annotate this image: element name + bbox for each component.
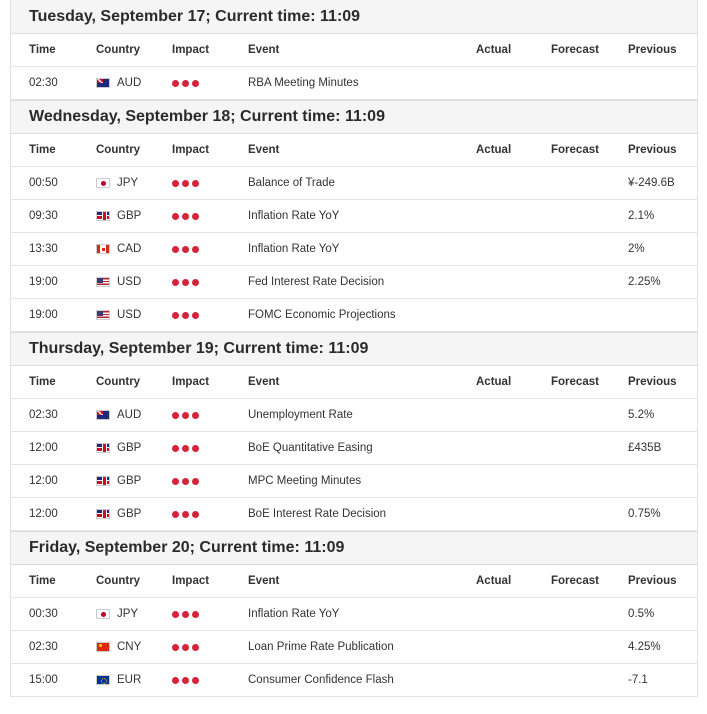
event-previous: ¥-249.6B <box>628 177 675 189</box>
impact-indicator <box>172 478 199 485</box>
column-header-impact: Impact <box>172 44 210 56</box>
column-header-row <box>11 134 697 167</box>
impact-dot-icon <box>172 312 179 319</box>
country-code: JPY <box>117 608 139 620</box>
impact-dot-icon <box>182 80 189 87</box>
impact-dot-icon <box>182 511 189 518</box>
column-header-actual: Actual <box>476 376 512 388</box>
impact-dot-icon <box>192 213 199 220</box>
column-header-country: Country <box>96 575 141 587</box>
day-section <box>11 531 697 697</box>
event-name[interactable]: FOMC Economic Projections <box>248 309 396 321</box>
column-header-forecast: Forecast <box>551 44 599 56</box>
event-country <box>96 475 141 487</box>
impact-dot-icon <box>172 180 179 187</box>
uk-flag-icon <box>96 509 110 519</box>
event-name[interactable]: Inflation Rate YoY <box>248 608 340 620</box>
column-header-event: Event <box>248 575 280 587</box>
impact-indicator <box>172 412 199 419</box>
column-header-previous: Previous <box>628 575 677 587</box>
impact-dot-icon <box>192 611 199 618</box>
impact-dot-icon <box>172 412 179 419</box>
impact-dot-icon <box>192 312 199 319</box>
event-previous: £435B <box>628 442 662 454</box>
impact-dot-icon <box>182 246 189 253</box>
event-time: 19:00 <box>29 309 58 321</box>
impact-indicator <box>172 611 199 618</box>
country-code: AUD <box>117 77 142 89</box>
impact-indicator <box>172 312 199 319</box>
event-name[interactable]: Inflation Rate YoY <box>248 210 340 222</box>
day-section <box>11 332 697 531</box>
event-row[interactable] <box>11 167 697 200</box>
impact-dot-icon <box>182 478 189 485</box>
usa-flag-icon <box>96 310 110 320</box>
event-name[interactable]: Loan Prime Rate Publication <box>248 641 394 653</box>
day-section <box>11 100 697 332</box>
day-header: Wednesday, September 18; Current time: 11:09 <box>11 100 697 134</box>
column-header-actual: Actual <box>476 44 512 56</box>
column-header-previous: Previous <box>628 144 677 156</box>
event-row[interactable] <box>11 432 697 465</box>
event-time: 12:00 <box>29 475 58 487</box>
impact-dot-icon <box>192 279 199 286</box>
event-row[interactable] <box>11 598 697 631</box>
event-name[interactable]: RBA Meeting Minutes <box>248 77 359 89</box>
event-name[interactable]: Balance of Trade <box>248 177 335 189</box>
event-time: 02:30 <box>29 641 58 653</box>
uk-flag-icon <box>96 443 110 453</box>
impact-indicator <box>172 279 199 286</box>
column-header-time: Time <box>29 575 56 587</box>
impact-dot-icon <box>172 611 179 618</box>
impact-dot-icon <box>192 246 199 253</box>
event-name[interactable]: Consumer Confidence Flash <box>248 674 394 686</box>
country-code: USD <box>117 276 142 288</box>
impact-indicator <box>172 644 199 651</box>
impact-dot-icon <box>182 180 189 187</box>
impact-dot-icon <box>182 312 189 319</box>
impact-dot-icon <box>182 644 189 651</box>
economic-calendar <box>10 0 698 697</box>
event-country <box>96 309 141 321</box>
event-previous: 4.25% <box>628 641 661 653</box>
event-country <box>96 508 141 520</box>
column-header-impact: Impact <box>172 575 210 587</box>
day-header: Thursday, September 19; Current time: 11:09 <box>11 332 697 366</box>
event-name[interactable]: Fed Interest Rate Decision <box>248 276 385 288</box>
country-code: GBP <box>117 475 142 487</box>
impact-dot-icon <box>192 80 199 87</box>
eu-flag-icon <box>96 675 110 685</box>
event-country <box>96 442 141 454</box>
country-code: JPY <box>117 177 139 189</box>
event-previous: 5.2% <box>628 409 655 421</box>
column-header-event: Event <box>248 144 280 156</box>
impact-indicator <box>172 246 199 253</box>
column-header-event: Event <box>248 44 280 56</box>
country-code: CAD <box>117 243 142 255</box>
country-code: CNY <box>117 641 142 653</box>
japan-flag-icon <box>96 178 110 188</box>
event-name[interactable]: Unemployment Rate <box>248 409 353 421</box>
column-header-previous: Previous <box>628 44 677 56</box>
column-header-row <box>11 34 697 67</box>
event-row[interactable] <box>11 631 697 664</box>
event-time: 12:00 <box>29 508 58 520</box>
column-header-row <box>11 565 697 598</box>
impact-dot-icon <box>172 511 179 518</box>
event-row[interactable] <box>11 200 697 233</box>
impact-indicator <box>172 445 199 452</box>
event-time: 09:30 <box>29 210 58 222</box>
impact-indicator <box>172 677 199 684</box>
impact-dot-icon <box>172 445 179 452</box>
column-header-event: Event <box>248 376 280 388</box>
event-row[interactable] <box>11 233 697 266</box>
column-header-country: Country <box>96 376 141 388</box>
country-code: USD <box>117 309 142 321</box>
impact-dot-icon <box>172 80 179 87</box>
event-time: 02:30 <box>29 409 58 421</box>
column-header-time: Time <box>29 144 56 156</box>
day-header: Tuesday, September 17; Current time: 11:09 <box>11 0 697 34</box>
impact-dot-icon <box>192 511 199 518</box>
event-row[interactable] <box>11 498 697 531</box>
impact-dot-icon <box>182 677 189 684</box>
country-code: GBP <box>117 442 142 454</box>
australia-flag-icon <box>96 78 110 88</box>
event-name[interactable]: Inflation Rate YoY <box>248 243 340 255</box>
column-header-row <box>11 366 697 399</box>
impact-dot-icon <box>172 246 179 253</box>
event-row[interactable] <box>11 299 697 332</box>
event-time: 15:00 <box>29 674 58 686</box>
column-header-forecast: Forecast <box>551 376 599 388</box>
column-header-previous: Previous <box>628 376 677 388</box>
impact-indicator <box>172 80 199 87</box>
impact-dot-icon <box>182 213 189 220</box>
country-code: AUD <box>117 409 142 421</box>
china-flag-icon <box>96 642 110 652</box>
country-code: GBP <box>117 508 142 520</box>
event-time: 12:00 <box>29 442 58 454</box>
event-name[interactable]: BoE Quantitative Easing <box>248 442 373 454</box>
event-country <box>96 608 138 620</box>
australia-flag-icon <box>96 410 110 420</box>
event-country <box>96 409 141 421</box>
event-country <box>96 674 141 686</box>
impact-dot-icon <box>182 445 189 452</box>
impact-dot-icon <box>182 279 189 286</box>
impact-dot-icon <box>172 279 179 286</box>
event-name[interactable]: BoE Interest Rate Decision <box>248 508 387 520</box>
event-previous: 2% <box>628 243 645 255</box>
event-name[interactable]: MPC Meeting Minutes <box>248 475 362 487</box>
event-previous: 2.1% <box>628 210 655 222</box>
uk-flag-icon <box>96 211 110 221</box>
event-row[interactable] <box>11 664 697 697</box>
event-time: 13:30 <box>29 243 58 255</box>
japan-flag-icon <box>96 609 110 619</box>
column-header-time: Time <box>29 376 56 388</box>
event-country <box>96 641 141 653</box>
event-row[interactable] <box>11 399 697 432</box>
impact-dot-icon <box>192 644 199 651</box>
impact-indicator <box>172 180 199 187</box>
column-header-country: Country <box>96 44 141 56</box>
usa-flag-icon <box>96 277 110 287</box>
event-country <box>96 77 141 89</box>
event-row[interactable] <box>11 465 697 498</box>
event-previous: 0.75% <box>628 508 661 520</box>
event-country <box>96 177 138 189</box>
event-country <box>96 210 141 222</box>
event-previous: 0.5% <box>628 608 655 620</box>
column-header-actual: Actual <box>476 144 512 156</box>
impact-dot-icon <box>192 478 199 485</box>
impact-dot-icon <box>172 677 179 684</box>
column-header-actual: Actual <box>476 575 512 587</box>
impact-dot-icon <box>192 180 199 187</box>
column-header-impact: Impact <box>172 144 210 156</box>
uk-flag-icon <box>96 476 110 486</box>
event-time: 00:30 <box>29 608 58 620</box>
event-time: 19:00 <box>29 276 58 288</box>
canada-flag-icon <box>96 244 110 254</box>
impact-dot-icon <box>182 611 189 618</box>
column-header-country: Country <box>96 144 141 156</box>
column-header-forecast: Forecast <box>551 575 599 587</box>
impact-dot-icon <box>182 412 189 419</box>
event-country <box>96 243 141 255</box>
impact-indicator <box>172 213 199 220</box>
event-row[interactable] <box>11 266 697 299</box>
event-previous: 2.25% <box>628 276 661 288</box>
day-header: Friday, September 20; Current time: 11:09 <box>11 531 697 565</box>
event-time: 02:30 <box>29 77 58 89</box>
country-code: EUR <box>117 674 142 686</box>
impact-dot-icon <box>172 644 179 651</box>
column-header-impact: Impact <box>172 376 210 388</box>
event-row[interactable] <box>11 67 697 100</box>
impact-dot-icon <box>192 677 199 684</box>
column-header-time: Time <box>29 44 56 56</box>
day-section <box>11 0 697 100</box>
column-header-forecast: Forecast <box>551 144 599 156</box>
impact-dot-icon <box>192 412 199 419</box>
country-code: GBP <box>117 210 142 222</box>
event-country <box>96 276 141 288</box>
impact-dot-icon <box>192 445 199 452</box>
event-time: 00:50 <box>29 177 58 189</box>
impact-indicator <box>172 511 199 518</box>
impact-dot-icon <box>172 213 179 220</box>
event-previous: -7.1 <box>628 674 648 686</box>
impact-dot-icon <box>172 478 179 485</box>
